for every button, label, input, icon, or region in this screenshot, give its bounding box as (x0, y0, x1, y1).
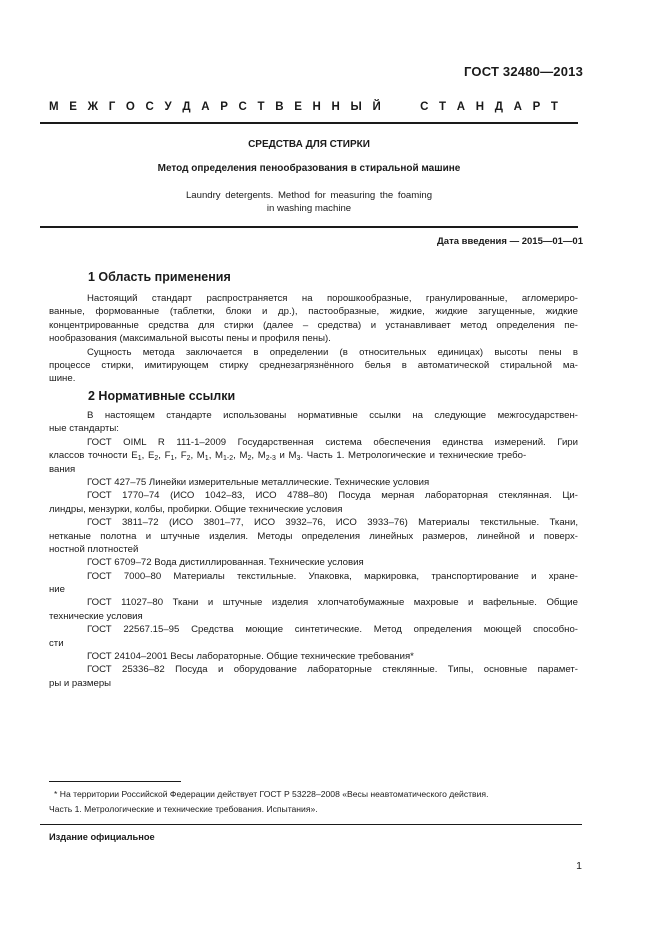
interstate-letter: Т (550, 101, 558, 113)
reference-line: ГОСТ 7000–80 Материалы текстильные. Упаковка, маркировка, транспортирование и хране- (87, 570, 578, 582)
paragraph-line: ванные, формованные (таблетки, блоки и др.), пастообразные, жидкие, жидкие загущенные, жидкие (49, 306, 578, 318)
interstate-letter: Н (331, 101, 340, 113)
footnote (49, 787, 578, 817)
reference-line: ГОСТ 24104–2001 Весы лабораторные. Общие технические требования* (87, 651, 414, 663)
reference-line: ностной плотностей (49, 543, 139, 555)
reference-line: ГОСТ 427–75 Линейки измерительные металлические. Технические условия (87, 476, 430, 488)
section-2-body (49, 409, 578, 690)
edition-label: Издание официальное (49, 832, 155, 842)
reference-line: ГОСТ 25336–82 Посуда и оборудование лабораторные стеклянные. Типы, основные парамет- (87, 664, 578, 676)
reference-line: ГОСТ 11027–80 Ткани и штучные изделия хлопчатобумажные махровые и вафельные. Общие (87, 597, 578, 609)
reference-text: классов точности E (49, 450, 138, 462)
interstate-letter: Е (294, 101, 302, 113)
english-title-line-1: Laundry detergents. Method for measuring the foaming (185, 190, 433, 201)
reference-line: ры и размеры (49, 677, 112, 689)
reference-line: технические условия (49, 610, 143, 622)
interstate-letter: Ж (87, 101, 99, 113)
interstate-letter: Д (182, 101, 191, 113)
interstate-letter: У (164, 101, 172, 113)
interstate-letter: А (201, 101, 210, 113)
paragraph-line: ные стандарты: (49, 423, 119, 435)
interstate-letter: С (238, 101, 247, 113)
footnote-divider (49, 781, 181, 782)
paragraph-line: Настоящий стандарт распространяется на порошкообразные, гранулированные, агломериро- (87, 293, 578, 304)
header-divider (40, 122, 578, 124)
section-1-body (49, 292, 578, 386)
paragraph-line: концентрированные средства для стирки (далее – средства) и устанавливает метод определения пе- (49, 319, 578, 331)
interstate-letter: Н (312, 101, 321, 113)
document-subtitle: Метод определения пенообразования в стиральной машине (157, 163, 461, 174)
interstate-letter: М (49, 101, 59, 113)
reference-line: сти (49, 637, 64, 649)
interstate-letter: О (125, 101, 135, 113)
reference-line: нетканые полотна и штучные изделия. Методы определения линейных размеров, линейной и поверх- (49, 530, 578, 542)
interstate-standard-label (49, 101, 558, 113)
reference-line: ГОСТ 3811–72 (ИСО 3801–77, ИСО 3932–76, ИСО 3933–76) Материалы текстильные. Ткани, (87, 517, 578, 529)
title-divider (40, 226, 578, 228)
interstate-letter (391, 101, 409, 113)
paragraph-line: процессе стирки, имитирующем стирку среднезагрязнённого белья в автоматической стиральной ма- (49, 359, 578, 371)
interstate-letter: Д (494, 101, 503, 113)
normative-references-list (49, 476, 578, 690)
footer-divider (40, 824, 582, 825)
introduction-date (437, 236, 583, 247)
paragraph-line: шине. (49, 373, 76, 385)
document-title: СРЕДСТВА ДЛЯ СТИРКИ (248, 139, 370, 150)
interstate-letter: Т (257, 101, 265, 113)
reference-line: ГОСТ 6709–72 Вода дистиллированная. Технические условия (87, 557, 364, 569)
interstate-letter: Г (108, 101, 116, 113)
standard-number: ГОСТ 32480—2013 (464, 64, 583, 79)
interstate-letter: Р (220, 101, 228, 113)
interstate-letter: А (456, 101, 466, 113)
footnote-line: Часть 1. Метрологические и технические требования. Испытания». (49, 804, 318, 814)
interstate-letter: С (420, 101, 429, 113)
reference-line: вания (49, 463, 76, 475)
reference-line: ние (49, 584, 65, 596)
interstate-letter: Н (475, 101, 485, 113)
interstate-letter: С (145, 101, 154, 113)
introduction-date-label: Дата введения (437, 236, 507, 247)
reference-line: ГОСТ OIML R 111-1–2009 Государственная система обеспечения единства измерений. Гири (87, 436, 578, 448)
reference-line: классов точности $E_1$, $E_2$, $F_1$, $F_2$, $M_1$, $M_{1-2}$, $M_2$, $M_{2-3}$ и $M_3$. Часть 1. Метрологические и технические требо- (49, 450, 527, 463)
reference-line: ГОСТ 1770–74 (ИСО 1042–83, ИСО 4788–80) Посуда мерная лабораторная стеклянная. Ци- (87, 490, 578, 502)
paragraph-line: Сущность метода заключается в определении (в относительных единицах) высоты пены в (87, 346, 578, 358)
section-2-heading: 2 Нормативные ссылки (88, 389, 236, 403)
interstate-letter: Е (69, 101, 77, 113)
interstate-letter: В (275, 101, 284, 113)
english-title-line-2: in washing machine (266, 203, 352, 214)
paragraph-line: нообразования (максимальной высоты пены и профиля пены). (49, 333, 331, 345)
page-number: 1 (576, 860, 582, 872)
interstate-letter: А (513, 101, 522, 113)
footnote-line: * На территории Российской Федерации действует ГОСТ Р 53228–2008 «Весы неавтоматического действия. (54, 789, 489, 799)
paragraph-line: В настоящем стандарте использованы нормативные ссылки на следующие межгосударствен- (87, 410, 578, 421)
section-1-heading: 1 Область применения (88, 270, 231, 284)
reference-line: линдры, мензурки, колбы, пробирки. Общие технические условия (49, 503, 343, 515)
interstate-letter: Ы (350, 101, 362, 113)
reference-text: . Часть 1. Метрологические и технические требо- (300, 450, 527, 462)
reference-text: и M (279, 450, 297, 462)
reference-line: ГОСТ 22567.15–95 Средства моющие синтетические. Метод определения моющей способно- (87, 624, 578, 636)
introduction-date-value: — 2015—01—01 (509, 236, 583, 247)
interstate-letter: Т (439, 101, 447, 113)
interstate-letter: Й (372, 101, 381, 113)
english-title (40, 189, 578, 215)
interstate-letter: Р (532, 101, 541, 113)
